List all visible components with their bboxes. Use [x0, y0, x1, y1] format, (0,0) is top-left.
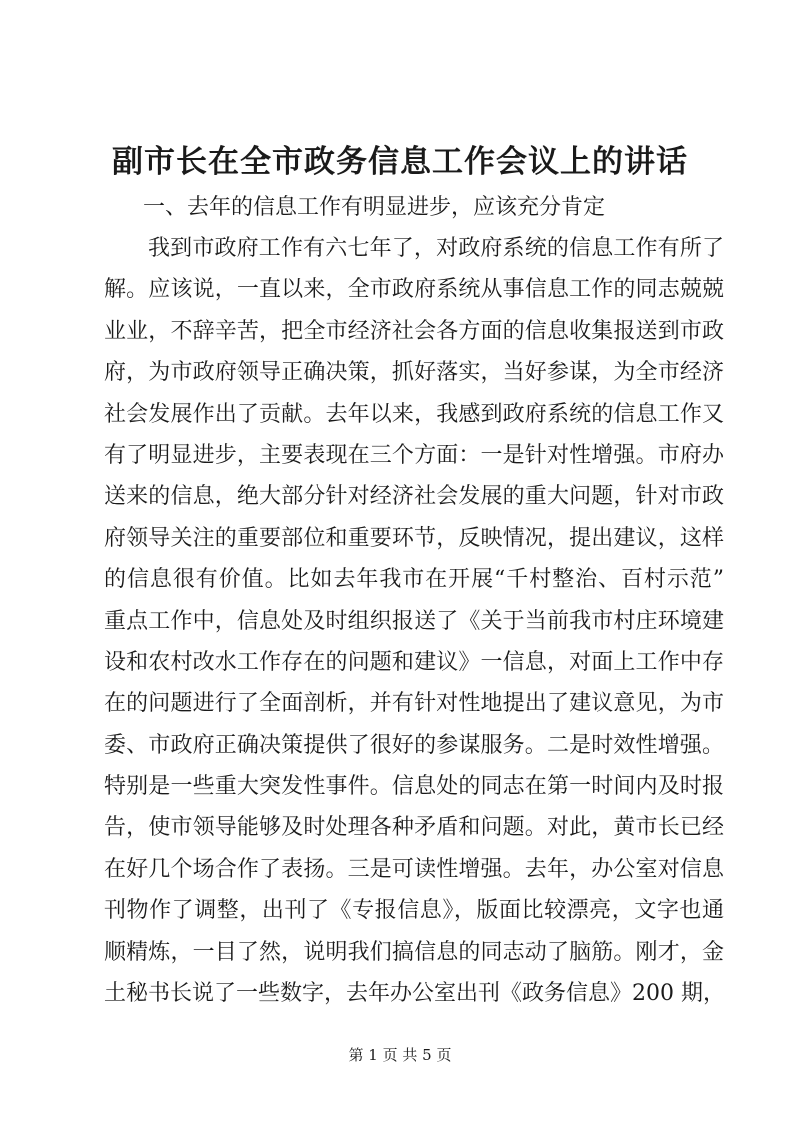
document-title: 副市长在全市政务信息工作会议上的讲话 — [112, 144, 688, 180]
body-line: 有了明显进步，主要表现在三个方面：一是针对性增强。市府办 — [104, 442, 724, 468]
body-line: 设和农村改水工作存在的问题和建议》一信息，对面上工作中存 — [104, 649, 724, 675]
body-line: 解。应该说，一直以来，全市政府系统从事信息工作的同志兢兢 — [104, 277, 724, 303]
body-line: 在的问题进行了全面剖析，并有针对性地提出了建议意见，为市 — [104, 691, 724, 717]
section-heading: 一、去年的信息工作有明显进步，应该充分肯定 — [143, 195, 606, 220]
body-line: 送来的信息，绝大部分针对经济社会发展的重大问题，针对市政 — [104, 484, 724, 510]
body-paragraph — [104, 228, 724, 1014]
body-line: 府领导关注的重要部位和重要环节，反映情况，提出建议，这样 — [104, 525, 724, 551]
body-line: 的信息很有价值。比如去年我市在开展“千村整治、百村示范” — [104, 567, 724, 593]
body-line: 业业，不辞辛苦，把全市经济社会各方面的信息收集报送到市政 — [104, 318, 724, 344]
body-line: 我到市政府工作有六七年了，对政府系统的信息工作有所了 — [148, 236, 724, 261]
body-line: 土秘书长说了一些数字，去年办公室出刊《政务信息》200 期， — [104, 981, 725, 1007]
page-number-footer: 第 1 页 共 5 页 — [348, 1046, 452, 1064]
body-line: 委、市政府正确决策提供了很好的参谋服务。二是时效性增强。 — [104, 732, 724, 758]
body-line: 府，为市政府领导正确决策，抓好落实，当好参谋，为全市经济 — [104, 360, 724, 386]
body-line: 重点工作中，信息处及时组织报送了《关于当前我市村庄环境建 — [104, 608, 724, 634]
body-line: 告，使市领导能够及时处理各种矛盾和问题。对此，黄市长已经 — [104, 815, 724, 841]
body-line: 刊物作了调整，出刊了《专报信息》，版面比较漂亮，文字也通 — [104, 898, 724, 924]
body-line: 社会发展作出了贡献。去年以来，我感到政府系统的信息工作又 — [104, 401, 724, 427]
body-line: 顺精炼，一目了然，说明我们搞信息的同志动了脑筋。刚才，金 — [104, 939, 724, 965]
body-line: 特别是一些重大突发性事件。信息处的同志在第一时间内及时报 — [104, 774, 724, 800]
body-line: 在好几个场合作了表扬。三是可读性增强。去年，办公室对信息 — [104, 856, 724, 882]
